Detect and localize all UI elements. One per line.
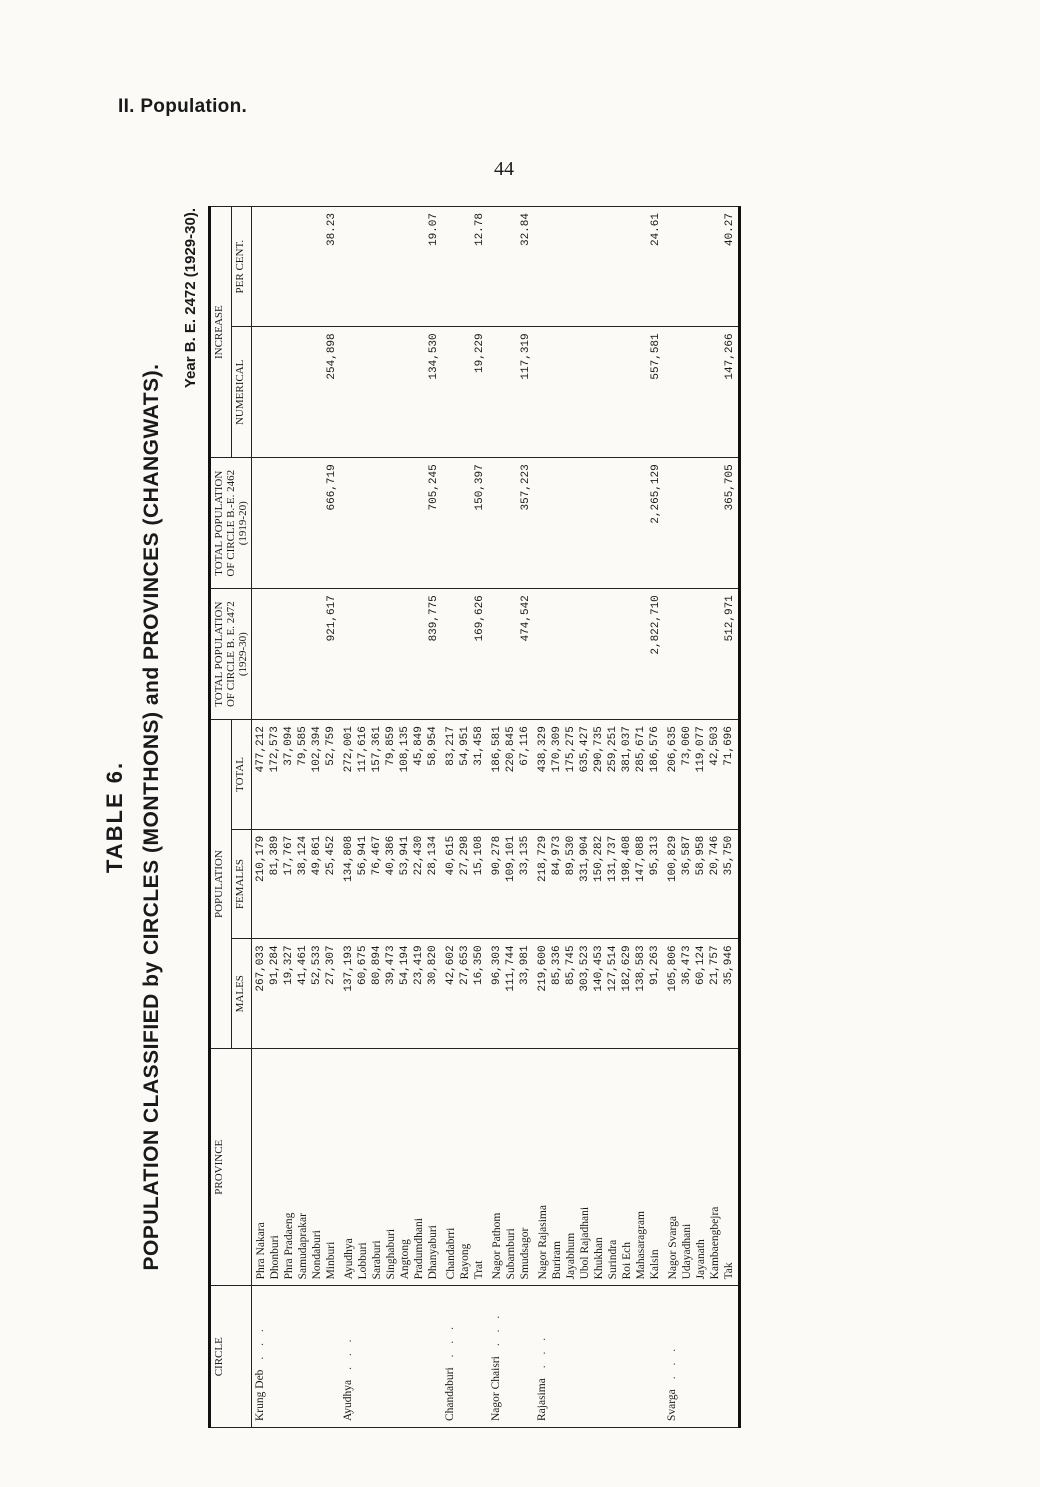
increase-per-cent: 38.23 [252,207,341,327]
totals-list [664,720,740,830]
province-list [664,1049,740,1286]
circle-name [442,1286,488,1428]
province-name: Jayanath [695,1239,707,1280]
males-value: 19,327 [283,945,295,986]
total-value: 170,309 [551,726,563,773]
females-value: 95,313 [649,835,661,876]
circle-total-2472: 921,617 [252,589,341,720]
circle-label: Chandaburi [444,1367,456,1421]
province-list [488,1049,534,1286]
females-list [664,829,740,939]
females-list [488,829,534,939]
females-value: 100,829 [667,835,679,882]
circle-name [664,1286,740,1428]
males-value: 41,461 [297,945,309,986]
circle-total-2462: 150,397 [442,458,488,589]
province-name: Roi Ech [621,1242,633,1280]
circle-label: Svarga [666,1389,678,1421]
males-value: 111,744 [505,945,517,992]
females-value: 28,134 [427,835,439,876]
circle-total-2462: 365,705 [664,458,740,589]
total-value: 71,696 [723,726,735,766]
circle-name [534,1286,664,1428]
total-value: 186,576 [649,726,661,773]
males-value: 96,303 [491,945,503,986]
males-list [252,939,341,1049]
circle-total-2462: 2,265,129 [534,458,664,589]
leader-dots: . . . [490,1311,502,1347]
circle-block-row [252,207,341,1428]
males-value: 42,602 [445,945,457,986]
table-title: TABLE 6. [102,760,127,874]
increase-per-cent: 40.27 [664,207,740,327]
total-value: 157,361 [371,726,383,773]
province-name: Khukhan [593,1237,605,1280]
total-value: 31,458 [473,726,485,766]
province-name: Ubol Rajadhani [579,1206,591,1280]
males-value: 36,473 [681,945,693,986]
leader-dots: . . . [666,1344,678,1380]
year-label: Year B. E. 2472 (1929-30). [182,208,199,389]
females-value: 33,135 [519,835,531,876]
total-value: 206,635 [667,726,679,773]
circle-total-2462: 666,719 [252,458,341,589]
increase-numerical: 254,898 [252,327,341,458]
circle-block-row [664,207,740,1428]
males-value: 52,533 [311,945,323,986]
females-value: 218,729 [537,835,549,882]
header-total-2472: TOTAL POPULATION OF CIRCLE B. E. 2472 (1929-30) [210,589,252,720]
total-value: 119,077 [695,726,707,773]
circle-block-row [442,207,488,1428]
females-list [442,829,488,939]
province-name: Minburi [325,1241,337,1280]
males-value: 91,284 [269,945,281,986]
province-list [340,1049,442,1286]
females-value: 53,941 [399,835,411,876]
females-list [252,829,341,939]
province-list [252,1049,341,1286]
province-name: Singhaburi [385,1228,397,1280]
circle-label: Nagor Chaisri [490,1356,502,1421]
leader-dots: . . . [536,1333,548,1369]
increase-per-cent: 19.07 [340,207,442,327]
province-name: Saraburi [371,1240,383,1280]
females-value: 40,386 [385,835,397,876]
total-value: 102,394 [311,726,323,773]
totals-list [442,720,488,830]
males-value: 303,523 [579,945,591,992]
total-value: 635,427 [579,726,591,773]
province-name: Dhonburi [269,1235,281,1280]
females-value: 49,861 [311,835,323,876]
header-per-cent: PER CENT. [231,207,251,327]
females-value: 56,941 [357,835,369,876]
males-list [442,939,488,1049]
province-name: Jayabhum [565,1232,577,1280]
circle-block-row [488,207,534,1428]
totals-list [252,720,341,830]
province-list [534,1049,664,1286]
total-value: 37,094 [283,726,295,766]
males-value: 21,757 [709,945,721,986]
circle-label: Krung Deb [254,1369,266,1421]
males-value: 39,473 [385,945,397,986]
males-value: 54,194 [399,945,411,986]
total-value: 58,954 [427,726,439,766]
males-value: 137,193 [343,945,355,992]
females-value: 134,808 [343,835,355,882]
header-circle: CIRCLE [210,1286,252,1428]
province-name: Angtong [399,1239,411,1280]
males-value: 16,350 [473,945,485,986]
males-value: 30,820 [427,945,439,986]
rotated-table-page [92,202,912,1432]
increase-per-cent: 12.78 [442,207,488,327]
province-name: Ayudhya [343,1238,355,1280]
total-value: 79,585 [297,726,309,766]
total-value: 477,212 [255,726,267,773]
increase-per-cent: 32.84 [488,207,534,327]
total-value: 108,135 [399,726,411,773]
header-increase: INCREASE [210,207,232,458]
females-value: 150,282 [593,835,605,882]
females-value: 147,088 [635,835,647,882]
province-name: Nagor Svarga [667,1216,679,1280]
females-value: 76,467 [371,835,383,876]
circle-name [488,1286,534,1428]
total-value: 45,849 [413,726,425,766]
province-name: Subarnburi [505,1228,517,1280]
females-value: 131,737 [607,835,619,882]
population-table [208,206,741,1428]
males-value: 80,894 [371,945,383,986]
province-name: Pradumdhani [413,1218,425,1280]
header-males: MALES [231,939,251,1049]
province-name: Chandabrri [445,1227,457,1280]
page-number: 44 [494,158,514,180]
total-value: 79,859 [385,726,397,766]
header-province: PROVINCE [210,1049,252,1286]
province-name: Surindra [607,1239,619,1280]
total-value: 172,573 [269,726,281,773]
females-value: 40,615 [445,835,457,876]
increase-numerical: 557,581 [534,327,664,458]
province-name: Nondaburi [311,1230,323,1280]
males-value: 105,806 [667,945,679,992]
total-value: 52,759 [325,726,337,766]
header-population: POPULATION [210,720,232,1049]
females-value: 210,179 [255,835,267,882]
males-value: 140,453 [593,945,605,992]
females-list [340,829,442,939]
females-value: 89,530 [565,835,577,876]
increase-numerical: 19,229 [442,327,488,458]
total-value: 117,616 [357,726,369,773]
increase-numerical: 117,319 [488,327,534,458]
circle-label: Rajasima [536,1378,548,1421]
females-list [534,829,664,939]
header-females: FEMALES [231,829,251,939]
females-value: 109,101 [505,835,517,882]
total-value: 67,116 [519,726,531,766]
totals-list [340,720,442,830]
males-list [534,939,664,1049]
circle-name [340,1286,442,1428]
province-list [442,1049,488,1286]
total-value: 42,503 [709,726,721,766]
females-value: 22,430 [413,835,425,876]
males-value: 35,946 [723,945,735,986]
males-list [664,939,740,1049]
total-value: 54,951 [459,726,471,766]
females-value: 36,587 [681,835,693,876]
province-name: Lobburi [357,1242,369,1280]
females-value: 17,767 [283,835,295,876]
females-value: 27,298 [459,835,471,876]
circle-total-2472: 169,626 [442,589,488,720]
females-value: 38,124 [297,835,309,876]
circle-block-row [340,207,442,1428]
females-value: 15,108 [473,835,485,876]
total-value: 220,845 [505,726,517,773]
circle-name [252,1286,341,1428]
males-value: 91,263 [649,945,661,986]
males-value: 85,336 [551,945,563,986]
females-value: 84,973 [551,835,563,876]
males-value: 33,981 [519,945,531,986]
total-value: 272,001 [343,726,355,773]
province-name: Phra Pradaeng [283,1212,295,1280]
males-value: 267,033 [255,945,267,992]
males-value: 27,653 [459,945,471,986]
males-value: 127,514 [607,945,619,992]
header-numerical: NUMERICAL [231,327,251,458]
header-total: TOTAL [231,720,251,830]
females-value: 25,452 [325,835,337,876]
males-list [340,939,442,1049]
province-name: Rayong [459,1243,471,1280]
males-value: 60,124 [695,945,707,986]
circle-total-2472: 2,822,710 [534,589,664,720]
province-name: Kambaengbejra [709,1206,721,1280]
leader-dots: . . . [444,1322,456,1358]
males-value: 27,307 [325,945,337,986]
province-name: Samudaprakar [297,1213,309,1280]
males-value: 182,629 [621,945,633,992]
total-value: 83,217 [445,726,457,766]
header-total-2462: TOTAL POPULATION OF CIRCLE B.-E. 2462 (1919-20) [210,458,252,589]
province-name: Phra Nakara [255,1222,267,1280]
total-value: 290,735 [593,726,605,773]
province-name: Mahasaragram [635,1211,647,1280]
males-value: 219,600 [537,945,549,992]
total-value: 73,060 [681,726,693,766]
females-value: 20,746 [709,835,721,876]
province-name: Dhanyaburi [427,1225,439,1280]
totals-list [534,720,664,830]
increase-numerical: 134,530 [340,327,442,458]
province-name: Trat [473,1260,485,1280]
increase-per-cent: 24.61 [534,207,664,327]
province-name: Udayadhani [681,1223,693,1280]
leader-dots: . . . [254,1325,266,1360]
totals-list [488,720,534,830]
province-name: Nagor Rajasima [537,1205,549,1280]
province-name: Smudsagor [519,1227,531,1280]
province-name: Kalsin [649,1249,661,1280]
circle-total-2472: 512,971 [664,589,740,720]
females-value: 81,389 [269,835,281,876]
circle-total-2462: 705,245 [340,458,442,589]
total-value: 381,037 [621,726,633,773]
circle-total-2472: 474,542 [488,589,534,720]
table-body [252,207,740,1428]
total-value: 438,329 [537,726,549,773]
males-value: 85,745 [565,945,577,986]
leader-dots: . . . [342,1335,354,1370]
province-name: Nagor Pathom [491,1212,503,1280]
circle-total-2472: 839,775 [340,589,442,720]
province-name: Buriram [551,1241,563,1280]
total-value: 259,251 [607,726,619,773]
females-value: 58,958 [695,835,707,876]
circle-total-2462: 357,223 [488,458,534,589]
females-value: 198,408 [621,835,633,882]
circle-label: Ayudhya [342,1379,354,1421]
province-name: Tak [723,1262,735,1280]
males-value: 138,583 [635,945,647,992]
females-value: 35,750 [723,835,735,876]
circle-block-row [534,207,664,1428]
males-value: 60,675 [357,945,369,986]
females-value: 331,904 [579,835,591,882]
females-value: 90,278 [491,835,503,876]
table-caption: POPULATION CLASSIFIED by CIRCLES (MONTHONS) and PROVINCES (CHANGWATS). [140,363,163,1271]
total-value: 285,671 [635,726,647,773]
increase-numerical: 147,266 [664,327,740,458]
section-heading: II. Population. [118,96,248,117]
total-value: 175,275 [565,726,577,773]
males-list [488,939,534,1049]
total-value: 186,581 [491,726,503,773]
males-value: 23,419 [413,945,425,986]
